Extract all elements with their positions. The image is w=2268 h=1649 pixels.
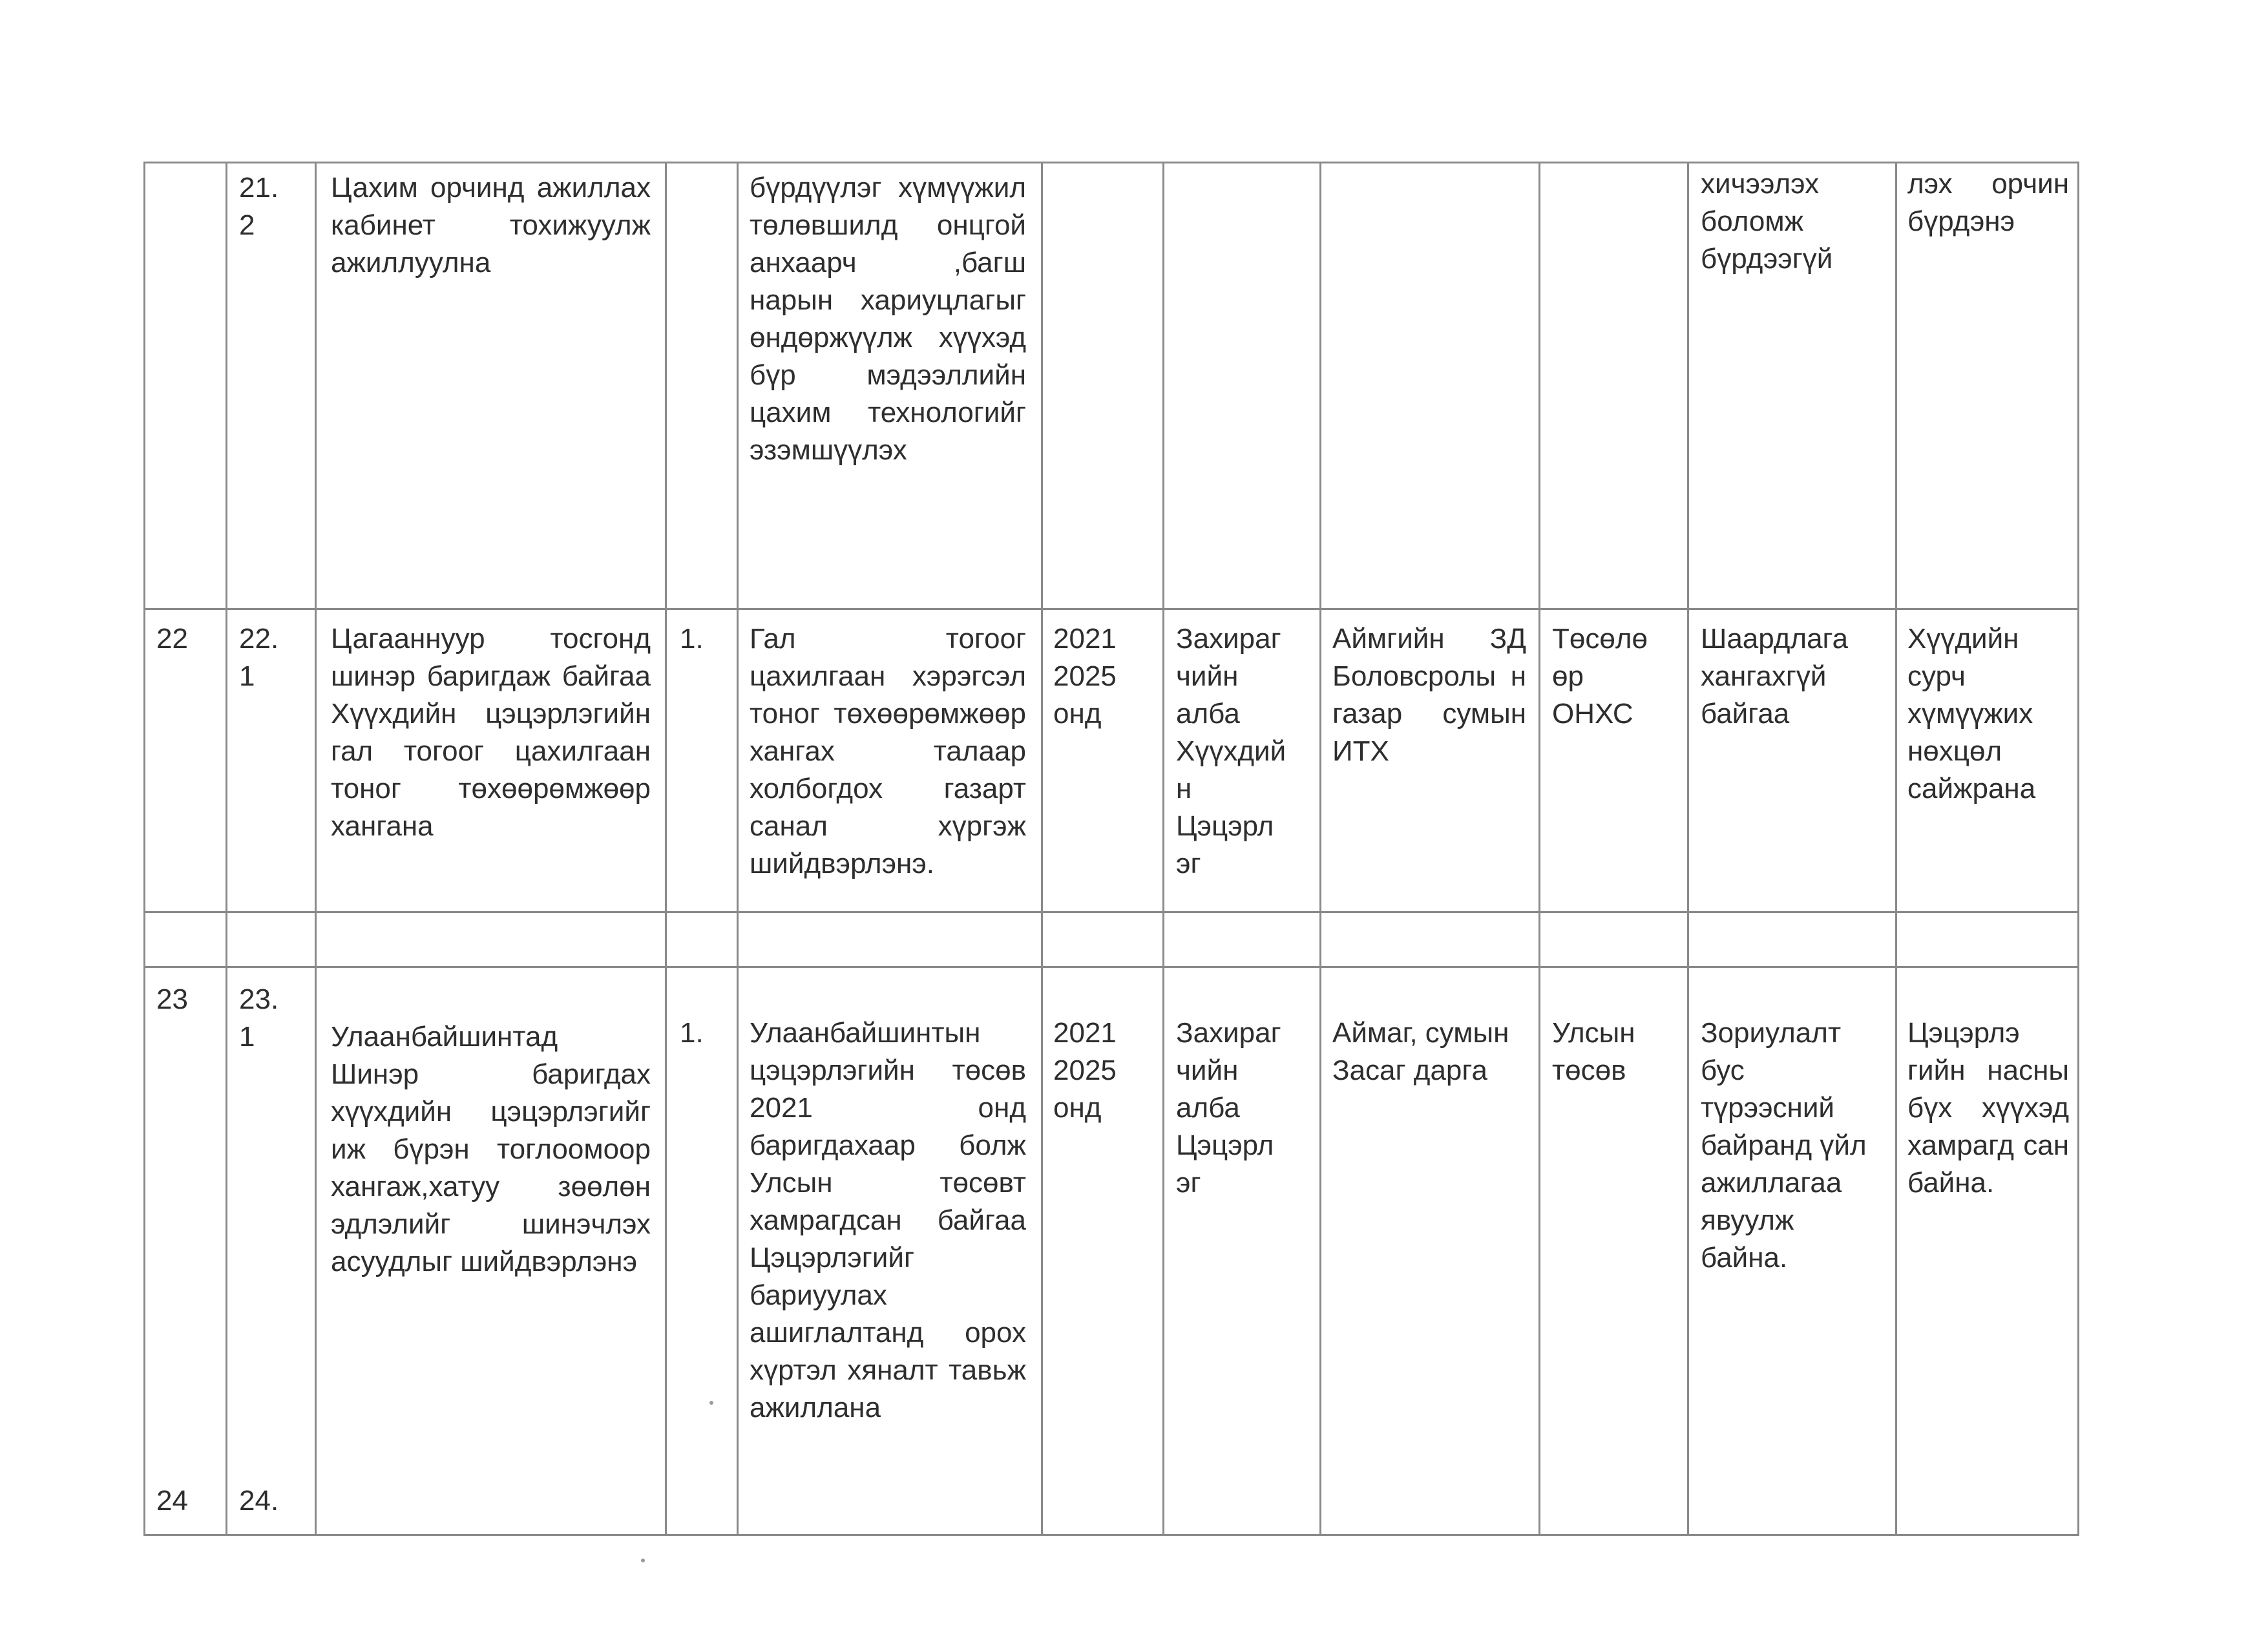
- sub-number-cell: 24.: [239, 1485, 279, 1517]
- scan-speck: [641, 1559, 645, 1562]
- row-divider: [143, 608, 2079, 610]
- row-divider: [143, 966, 2079, 968]
- responsible-cell: Захираг чийн алба Цэцэрл эг: [1176, 1017, 1281, 1199]
- column-divider: [226, 162, 227, 1536]
- activity-cell: Цагааннуур тосгонд шинэр баригдаж байгаа Хүүхдийн цэцэрлэгийн гал тогоог цахилгаан тоног төхөөрөмжөөр хангана: [331, 623, 651, 842]
- description-cell: Улаанбайшинтын цэцэрлэгийн төсөв 2021 онд баригдахаар болж Улсын төсөвт хамрагдсан байгаа Цэцэрлэгийг бариуулах ашиглалтанд орох хүртэл хяналт тавьж ажиллана: [750, 1017, 1026, 1423]
- sub-number-cell: 21. 2: [239, 172, 279, 241]
- sub-number-cell: 22. 1: [239, 623, 279, 692]
- funding-cell: Улсын төсөв: [1552, 1017, 1635, 1086]
- outcome-cell: Хүүдийн сурч хүмүүжих нөхцөл сайжрана: [1907, 623, 2036, 804]
- column-divider: [1162, 162, 1164, 1536]
- column-divider: [1041, 162, 1043, 1536]
- table-top-border: [143, 162, 2079, 163]
- outcome-cell: лэх орчин бүрдэнэ: [1907, 168, 2069, 237]
- funding-cell: Төсөлө өр ОНХС: [1552, 623, 1648, 730]
- step-number-cell: 1.: [680, 1017, 704, 1049]
- column-divider: [1538, 162, 1540, 1536]
- scan-speck: [709, 1401, 713, 1405]
- outcome-cell: Цэцэрлэ гийн насны бүх хүүхэд хамрагд сан байна.: [1907, 1017, 2069, 1199]
- column-divider: [2077, 162, 2079, 1536]
- partner-cell: Аймаг, сумын Засаг дарга: [1332, 1017, 1509, 1086]
- table-bottom-border: [143, 1534, 2079, 1536]
- row-number-cell: 23: [156, 983, 188, 1015]
- partner-cell: Аймгийн ЗД Боловсролы н газар сумын ИТХ: [1332, 623, 1526, 767]
- column-divider: [1687, 162, 1689, 1536]
- step-number-cell: 1.: [680, 623, 704, 655]
- column-divider: [315, 162, 317, 1536]
- row-number-cell: 24: [156, 1485, 188, 1517]
- column-divider: [1895, 162, 1897, 1536]
- column-divider: [143, 162, 145, 1536]
- period-cell: 2021 2025 онд: [1053, 623, 1117, 730]
- column-divider: [665, 162, 667, 1536]
- column-divider: [1319, 162, 1321, 1536]
- status-cell: Зориулалт бус түрээсний байранд үйл ажиллагаа явуулж байна.: [1701, 1017, 1867, 1274]
- row-divider: [143, 911, 2079, 913]
- responsible-cell: Захираг чийн алба Хүүхдий н Цэцэрл эг: [1176, 623, 1286, 879]
- description-cell: Гал тогоог цахилгаан хэрэгсэл тоног төхөөрөмжөөр хангах талаар холбогдох газарт санал хүргэж шийдвэрлэнэ.: [750, 623, 1026, 879]
- sub-number-cell: 23. 1: [239, 983, 279, 1053]
- status-cell: Шаардлага хангахгүй байгаа: [1701, 623, 1849, 730]
- column-divider: [737, 162, 739, 1536]
- period-cell: 2021 2025 онд: [1053, 1017, 1117, 1124]
- status-cell: хичээлэх боломж бүрдээгүй: [1701, 168, 1833, 275]
- activity-cell: Цахим орчинд ажиллах кабинет тохижуулж ажиллуулна: [331, 172, 651, 278]
- activity-cell: Улаанбайшинтад Шинэр баригдах хүүхдийн цэцэрлэгийг иж бүрэн тоглоомоор хангаж,хатуу зөөлөн эдлэлийг шинэчлэх асуудлыг шийдвэрлэнэ: [331, 1021, 651, 1277]
- description-cell: бүрдүүлэг хүмүүжил төлөвшилд онцгой анхаарч ,багш нарын хариуцлагыг өндөржүүлж хүүхэд бүр мэдээллийн цахим технологийг эзэмшүүлэх: [750, 172, 1026, 466]
- row-number-cell: 22: [156, 623, 188, 655]
